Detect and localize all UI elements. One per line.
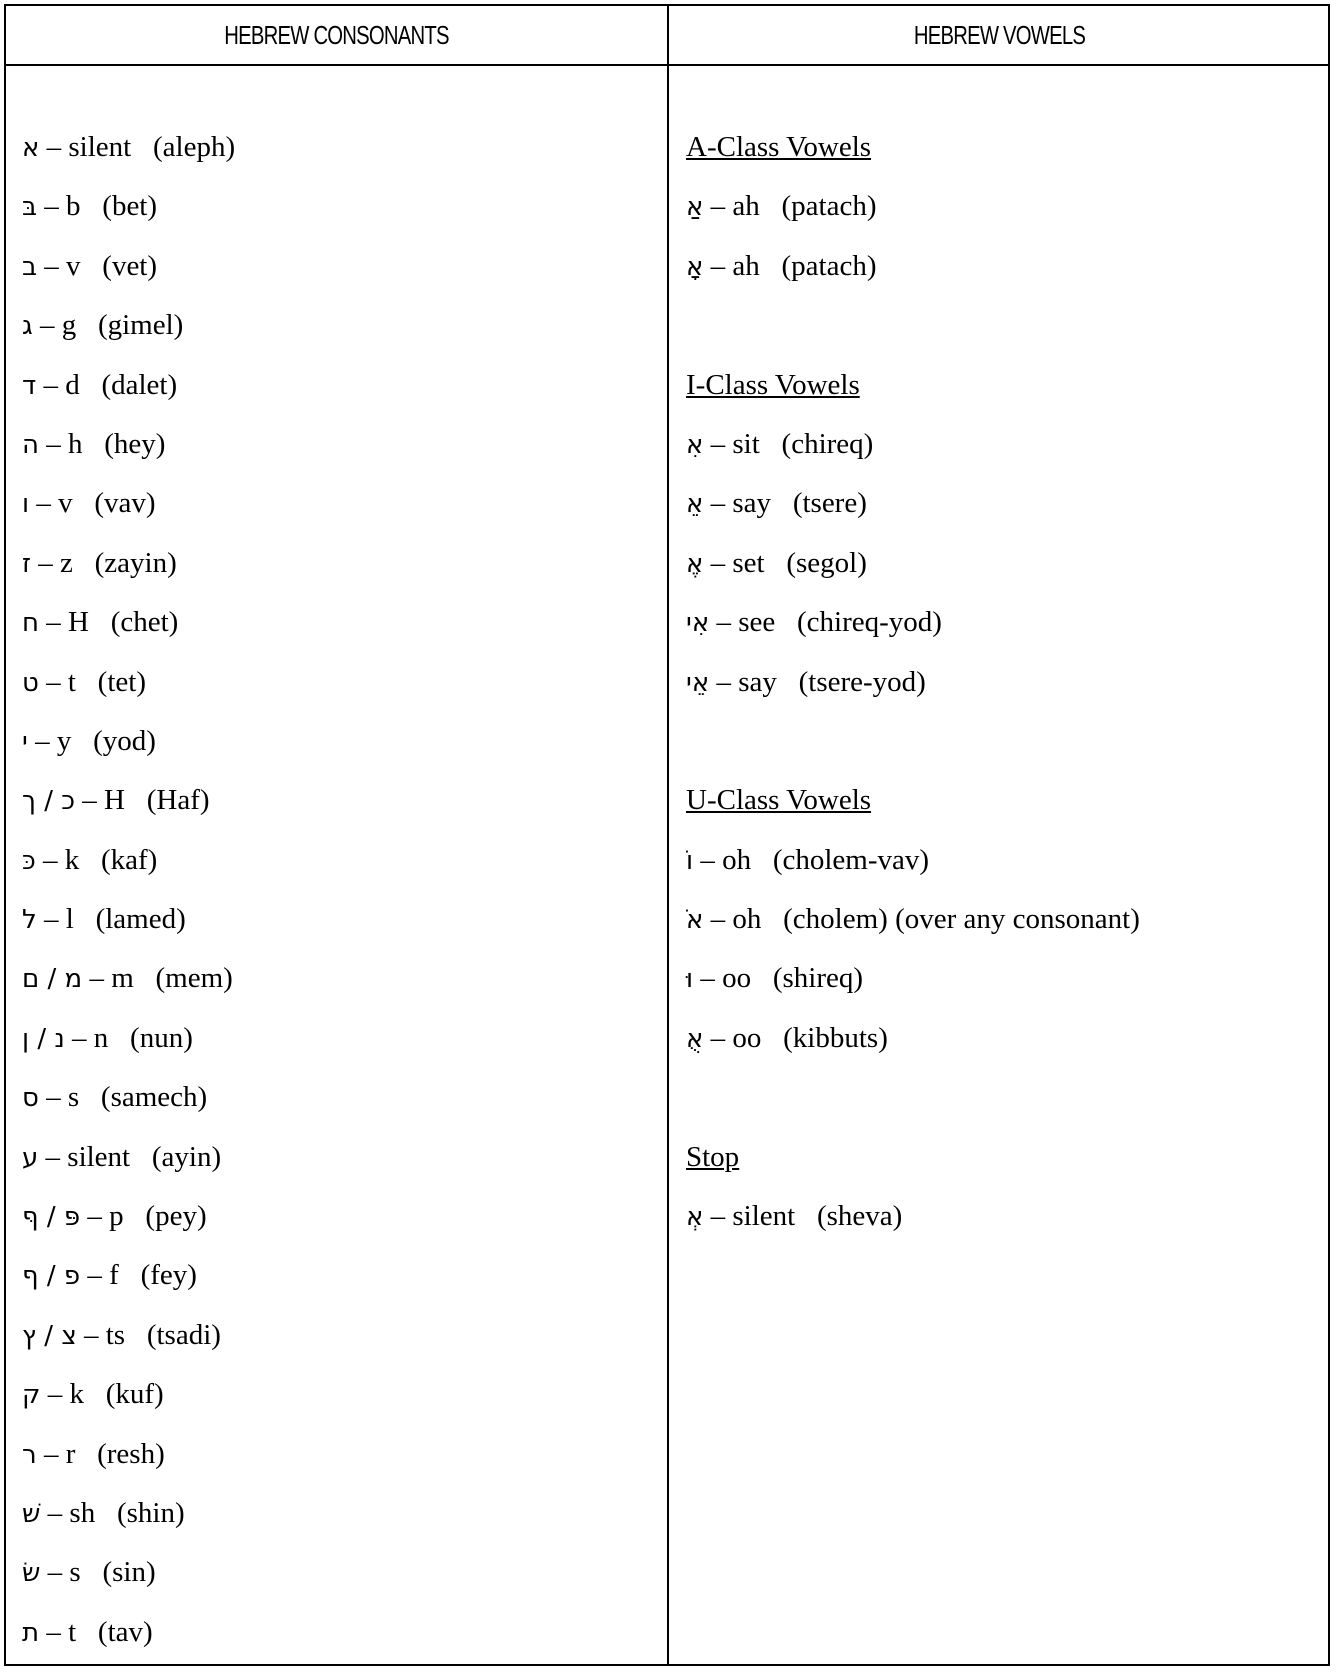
dash-separator: –	[43, 368, 58, 401]
hebrew-letter: ס	[22, 1083, 39, 1114]
entry-line	[22, 712, 652, 771]
sound-value: see	[738, 606, 776, 639]
dash-separator: –	[47, 1378, 63, 1411]
sound-value: silent	[732, 1200, 796, 1233]
dash-separator: –	[716, 606, 731, 639]
hebrew-letter: ג	[22, 311, 33, 342]
hebrew-letter: פ / ף	[22, 1261, 81, 1292]
hebrew-letter: אֶ	[686, 548, 704, 579]
letter-name: (bet)	[102, 190, 158, 223]
hebrew-letter: אְ	[686, 1202, 704, 1233]
entry-line	[686, 177, 1316, 236]
hebrew-letter: י	[22, 726, 28, 757]
letter-name: (nun)	[130, 1021, 193, 1054]
entry-line	[22, 771, 652, 830]
hebrew-letter: ט	[22, 667, 39, 698]
letter-name: (tet)	[97, 665, 146, 698]
letter-name: (tsere)	[792, 487, 867, 520]
sound-value: silent	[68, 131, 132, 163]
letter-name: (tsere-yod)	[798, 665, 926, 698]
letter-name: (Haf)	[146, 784, 210, 817]
sound-value: m	[111, 962, 134, 995]
vowel-class-heading: Stop	[686, 1140, 740, 1173]
hebrew-letter: וּ	[686, 964, 694, 995]
letter-name: (pey)	[145, 1200, 207, 1233]
dash-separator: –	[82, 784, 97, 817]
dash-separator: –	[710, 546, 726, 579]
entry-line	[686, 474, 1316, 533]
letter-name: (samech)	[100, 1081, 208, 1114]
group-spacer	[686, 712, 1316, 771]
hebrew-letter: ח	[22, 608, 39, 639]
dash-separator: –	[87, 1200, 102, 1233]
hebrew-letter: אֻ	[686, 1023, 704, 1054]
hebrew-letter: בּ	[22, 192, 38, 223]
letter-name: (dalet)	[101, 368, 178, 401]
letter-name: (vav)	[94, 487, 156, 520]
sound-value: say	[732, 487, 772, 520]
group-spacer	[686, 1068, 1316, 1127]
dash-separator: –	[44, 903, 59, 936]
letter-name: (chireq)	[781, 427, 874, 460]
dash-separator: –	[46, 665, 61, 698]
vowels-header: HEBREW VOWELS	[913, 20, 1086, 50]
sound-value: set	[732, 546, 765, 579]
dash-separator: –	[46, 427, 61, 460]
entry-line	[22, 296, 652, 355]
entry-line	[686, 415, 1316, 474]
hebrew-letter: צ / ץ	[22, 1320, 77, 1351]
dash-separator: –	[36, 487, 51, 520]
letter-name: (segol)	[786, 546, 867, 579]
hebrew-letter: ו	[22, 489, 30, 520]
entry-line	[22, 949, 652, 1008]
sound-value: d	[65, 368, 80, 401]
hebrew-letter: ר	[22, 1439, 37, 1470]
entry-line	[22, 177, 652, 236]
hebrew-letter: ק	[22, 1380, 41, 1411]
letter-name: (cholem-vav)	[772, 843, 930, 876]
sound-value: r	[65, 1437, 76, 1470]
letter-name: (kibbuts)	[783, 1021, 888, 1054]
letter-name: (aleph)	[152, 131, 236, 163]
entry-line	[22, 1246, 652, 1305]
dash-separator: –	[38, 546, 53, 579]
consonants-column	[22, 118, 652, 1662]
hebrew-letter: ת	[22, 1617, 40, 1648]
vowels-column	[686, 118, 1316, 1246]
dash-separator: –	[43, 843, 58, 876]
sound-value: k	[64, 843, 80, 876]
letter-name: (yod)	[93, 724, 156, 757]
hebrew-letter: אִי	[686, 608, 710, 639]
letter-name: (chet)	[110, 606, 179, 639]
entry-line	[22, 1306, 652, 1365]
letter-name: (kuf)	[105, 1378, 164, 1411]
hebrew-letter: אָ	[686, 251, 704, 282]
hebrew-letter: מ / ם	[22, 964, 83, 995]
entry-line	[686, 593, 1316, 652]
sound-value: s	[69, 1556, 81, 1589]
dash-separator: –	[47, 1556, 63, 1589]
sound-value: say	[738, 665, 777, 698]
letter-name: (patach)	[781, 190, 877, 223]
sound-value: silent	[67, 1140, 131, 1173]
dash-separator: –	[39, 309, 55, 342]
letter-name: (zayin)	[94, 546, 177, 579]
dash-separator: –	[84, 1318, 99, 1351]
hebrew-letter: פּ / ףּ	[22, 1202, 81, 1233]
hebrew-letter: אַ	[686, 192, 704, 223]
dash-separator: –	[700, 962, 715, 995]
dash-separator: –	[47, 1496, 63, 1529]
hebrew-letter: כּ	[22, 845, 36, 876]
hebrew-letter: שׁ	[22, 1498, 41, 1529]
dash-separator: –	[710, 487, 726, 520]
dash-separator: –	[46, 1615, 61, 1648]
entry-line	[22, 1425, 652, 1484]
vowel-class-heading: A-Class Vowels	[686, 131, 872, 163]
sound-value: ah	[732, 190, 760, 223]
sound-value: oh	[732, 903, 762, 936]
entry-line	[22, 1128, 652, 1187]
entry-line	[22, 118, 652, 177]
dash-separator: –	[710, 1200, 726, 1233]
sound-value: l	[65, 903, 74, 936]
hebrew-letter: ז	[22, 548, 32, 579]
hebrew-letter: ב	[22, 251, 38, 282]
sound-value: oh	[722, 843, 752, 876]
entry-line	[22, 474, 652, 533]
dash-separator: –	[72, 1021, 87, 1054]
hebrew-letter: וֹ	[686, 845, 694, 876]
hebrew-letter: כ / ך	[22, 786, 76, 817]
dash-separator: –	[710, 1021, 726, 1054]
hebrew-letter: נ / ן	[22, 1023, 65, 1054]
dash-separator: –	[710, 190, 726, 223]
dash-separator: –	[710, 249, 726, 282]
letter-name: (shireq)	[772, 962, 864, 995]
entry-line	[686, 1009, 1316, 1068]
sound-value: t	[68, 1615, 77, 1648]
sound-value: sit	[732, 427, 760, 460]
entry-line	[22, 1543, 652, 1602]
hebrew-letter: שׂ	[22, 1558, 41, 1589]
sound-value: oo	[732, 1021, 762, 1054]
hebrew-letter: אֹ	[686, 905, 704, 936]
dash-separator: –	[46, 131, 62, 163]
sound-value: y	[56, 724, 72, 757]
entry-line	[686, 534, 1316, 593]
dash-separator: –	[710, 903, 726, 936]
entry-line	[686, 1187, 1316, 1246]
sound-value: oo	[722, 962, 752, 995]
letter-name: (sheva)	[816, 1200, 903, 1233]
dash-separator: –	[35, 724, 50, 757]
hebrew-alphabet-table	[4, 4, 1330, 1666]
hebrew-letter: ל	[22, 905, 37, 936]
dash-separator: –	[46, 1081, 61, 1114]
hebrew-letter: אֵי	[686, 667, 710, 698]
sound-value: sh	[69, 1496, 96, 1529]
sound-value: ts	[105, 1318, 126, 1351]
dash-separator: –	[710, 427, 726, 460]
consonants-header: HEBREW CONSONANTS	[224, 20, 449, 50]
sound-value: n	[93, 1021, 109, 1054]
entry-line	[22, 1603, 652, 1662]
dash-separator: –	[45, 1140, 61, 1173]
letter-name: (hey)	[104, 427, 166, 460]
sound-value: s	[67, 1081, 80, 1114]
sound-value: k	[69, 1378, 84, 1411]
sound-value: g	[61, 309, 77, 342]
sound-value: h	[68, 427, 83, 460]
entry-line	[686, 890, 1316, 949]
dash-separator: –	[716, 665, 731, 698]
dash-separator: –	[43, 1437, 59, 1470]
dash-separator: –	[87, 1259, 102, 1292]
hebrew-letter: אִ	[686, 429, 704, 460]
entry-line	[22, 237, 652, 296]
entry-line	[22, 1009, 652, 1068]
letter-name: (tav)	[97, 1615, 153, 1648]
dash-separator: –	[46, 606, 61, 639]
entry-line	[22, 1068, 652, 1127]
entry-line	[686, 949, 1316, 1008]
group-spacer	[686, 296, 1316, 355]
entry-line	[22, 1484, 652, 1543]
letter-name: (ayin)	[151, 1140, 222, 1173]
letter-name: (gimel)	[97, 309, 184, 342]
letter-name: (cholem) (over any consonant)	[783, 903, 1140, 936]
sound-value: H	[104, 784, 125, 817]
entry-line	[22, 1187, 652, 1246]
entry-line	[22, 1365, 652, 1424]
letter-name: (lamed)	[95, 903, 186, 936]
vowel-class-heading: I-Class Vowels	[686, 368, 860, 401]
letter-name: (resh)	[97, 1437, 165, 1470]
hebrew-letter: ה	[22, 429, 39, 460]
dash-separator: –	[44, 249, 59, 282]
dash-separator: –	[89, 962, 104, 995]
sound-value: p	[109, 1200, 124, 1233]
entry-line	[22, 593, 652, 652]
sound-value: v	[66, 249, 81, 282]
entry-line	[22, 831, 652, 890]
entry-line	[22, 534, 652, 593]
entry-line	[22, 356, 652, 415]
hebrew-letter: א	[22, 133, 40, 163]
vowel-class-heading: U-Class Vowels	[686, 784, 872, 817]
entry-line	[22, 653, 652, 712]
letter-name: (shin)	[116, 1496, 185, 1529]
letter-name: (mem)	[155, 962, 233, 995]
hebrew-letter: ע	[22, 1142, 39, 1173]
entry-line	[22, 890, 652, 949]
letter-name: (fey)	[140, 1259, 197, 1292]
sound-value: b	[66, 190, 81, 223]
sound-value: t	[67, 665, 76, 698]
sound-value: H	[68, 606, 89, 639]
sound-value: ah	[732, 249, 760, 282]
letter-name: (chireq-yod)	[796, 606, 942, 639]
dash-separator: –	[44, 190, 59, 223]
entry-line	[686, 237, 1316, 296]
sound-value: f	[109, 1259, 119, 1292]
entry-line	[686, 831, 1316, 890]
letter-name: (patach)	[781, 249, 877, 282]
hebrew-letter: אֵ	[686, 489, 704, 520]
sound-value: v	[58, 487, 73, 520]
letter-name: (tsadi)	[146, 1318, 221, 1351]
hebrew-letter: ד	[22, 370, 37, 401]
dash-separator: –	[700, 843, 715, 876]
entry-line	[22, 415, 652, 474]
letter-name: (kaf)	[101, 843, 158, 876]
letter-name: (sin)	[102, 1556, 156, 1589]
letter-name: (vet)	[102, 249, 158, 282]
entry-line	[686, 653, 1316, 712]
column-divider	[667, 6, 669, 1664]
sound-value: z	[60, 546, 73, 579]
